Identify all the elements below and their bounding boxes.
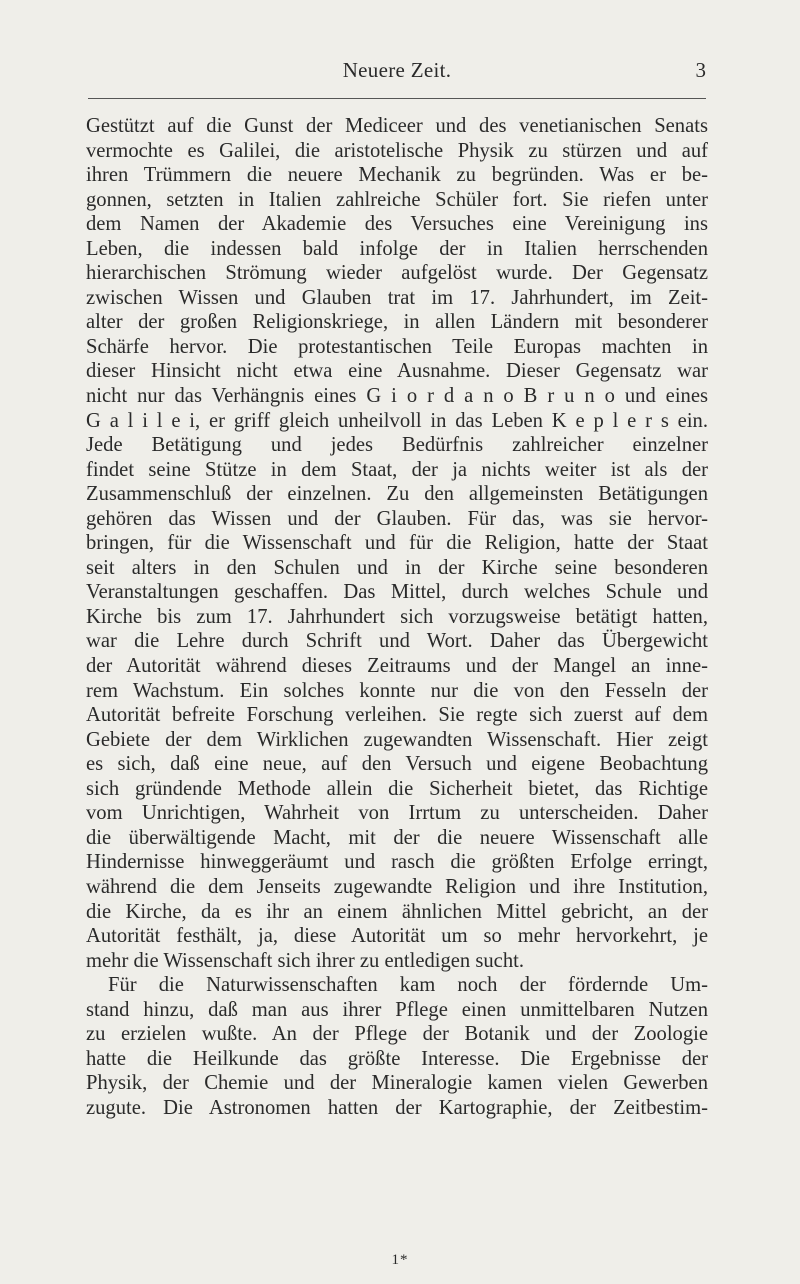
signature-mark: 1* bbox=[391, 1252, 409, 1268]
running-head bbox=[88, 58, 706, 99]
text-line: zwischen Wissen und Glauben trat im 17. Jahrhundert, im Zeit- bbox=[86, 286, 708, 309]
text-line: die überwältigende Macht, mit der die neuere Wissenschaft alle bbox=[86, 826, 708, 849]
text-line: Autorität festhält, ja, diese Autorität um so mehr hervorkehrt, je bbox=[86, 925, 708, 948]
text-line: Veranstaltungen geschaffen. Das Mittel, durch welches Schule und bbox=[86, 581, 708, 604]
text-line: findet seine Stütze in dem Staat, der ja nichts weiter ist als der bbox=[86, 458, 708, 481]
text-line: der Autorität während dieses Zeitraums und der Mangel an inne- bbox=[86, 655, 708, 678]
text-line: stand hinzu, daß man aus ihrer Pflege einen unmittelbaren Nutzen bbox=[86, 998, 708, 1021]
text-line: Physik, der Chemie und der Mineralogie kamen vielen Gewerben bbox=[86, 1072, 708, 1095]
text-line: Zusammenschluß der einzelnen. Zu den allgemeinsten Betätigungen bbox=[86, 483, 708, 506]
text-line: gonnen, setzten in Italien zahlreiche Schüler fort. Sie riefen unter bbox=[86, 188, 708, 211]
text-line: dieser Hinsicht nicht etwa eine Ausnahme. Dieser Gegensatz war bbox=[86, 360, 708, 383]
text-line: vermochte es Galilei, die aristotelische Physik zu stürzen und auf bbox=[86, 139, 708, 162]
text-line: war die Lehre durch Schrift und Wort. Daher das Übergewicht bbox=[86, 630, 708, 653]
page-number: 3 bbox=[695, 58, 706, 82]
text-line: hatte die Heilkunde das größte Interesse. Die Ergebnisse der bbox=[86, 1047, 708, 1070]
text-line: während die dem Jenseits zugewandte Religion und ihre Institution, bbox=[86, 875, 708, 898]
text-line: alter der großen Religionskriege, in allen Ländern mit besonderer bbox=[86, 311, 708, 334]
text-line: hierarchischen Strömung wieder aufgelöst wurde. Der Gegensatz bbox=[86, 262, 708, 285]
text-line: Autorität befreite Forschung verleihen. Sie regte sich zuerst auf dem bbox=[86, 704, 708, 727]
text-line: seit alters in den Schulen und in der Kirche seine besonderen bbox=[86, 556, 708, 579]
text-line: Kirche bis zum 17. Jahrhundert sich vorzugsweise betätigt hatten, bbox=[86, 605, 708, 628]
text-line: vom Unrichtigen, Wahrheit von Irrtum zu unterscheiden. Daher bbox=[86, 802, 708, 825]
text-line: sich gründende Methode allein die Sicherheit bietet, das Richtige bbox=[86, 777, 708, 800]
running-title: Neuere Zeit. bbox=[342, 58, 452, 82]
text-line: die Kirche, da es ihr an einem ähnlichen Mittel gebricht, an der bbox=[86, 900, 708, 923]
text-line: gehören das Wissen und der Glauben. Für das, was sie hervor- bbox=[86, 507, 708, 530]
text-line: Hindernisse hinweggeräumt und rasch die größten Erfolge erringt, bbox=[86, 851, 708, 874]
text-line: rem Wachstum. Ein solches konnte nur die von den Fesseln der bbox=[86, 679, 708, 702]
text-line: zu erzielen wußte. An der Pflege der Botanik und der Zoologie bbox=[86, 1023, 708, 1046]
text-line: Gestützt auf die Gunst der Mediceer und des venetianischen Senats bbox=[86, 115, 708, 137]
text-line: es sich, daß eine neue, auf den Versuch und eigene Beobachtung bbox=[86, 753, 708, 776]
text-line: G a l i l e i, er griff gleich unheilvoll in das Leben K e p l e r s ein. bbox=[86, 409, 708, 432]
text-line: Für die Naturwissenschaften kam noch der fördernde Um- bbox=[108, 974, 708, 997]
text-line: dem Namen der Akademie des Versuches eine Vereinigung ins bbox=[86, 213, 708, 236]
text-line: Leben, die indessen bald infolge der in Italien herrschenden bbox=[86, 237, 708, 260]
text-line: Gebiete der dem Wirklichen zugewandten Wissenschaft. Hier zeigt bbox=[86, 728, 708, 751]
text-line: Schärfe hervor. Die protestantischen Teile Europas machten in bbox=[86, 335, 708, 358]
text-line: ihren Trümmern die neuere Mechanik zu begründen. Was er be- bbox=[86, 164, 708, 187]
text-line: zugute. Die Astronomen hatten der Kartographie, der Zeitbestim- bbox=[86, 1096, 708, 1119]
body-text bbox=[86, 114, 708, 1120]
text-line: bringen, für die Wissenschaft und für die Religion, hatte der Staat bbox=[86, 532, 708, 555]
text-line: mehr die Wissenschaft sich ihrer zu entledigen sucht. bbox=[86, 949, 524, 972]
text-line: Jede Betätigung und jedes Bedürfnis zahlreicher einzelner bbox=[86, 434, 708, 457]
text-line: nicht nur das Verhängnis eines G i o r d a n o B r u n o und eines bbox=[86, 385, 708, 408]
